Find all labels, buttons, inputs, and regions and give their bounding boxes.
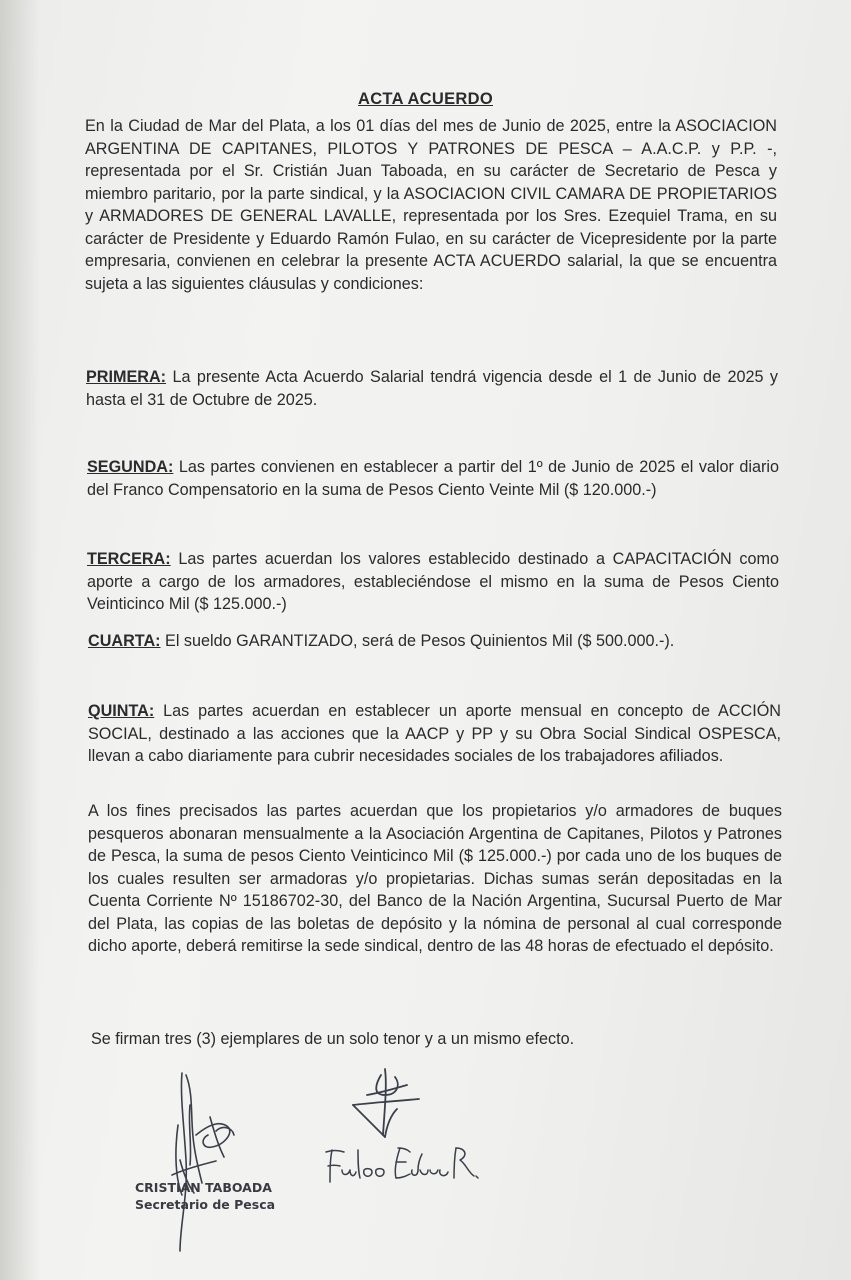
- signature-middle: [345, 1065, 435, 1140]
- page-shadow: [0, 0, 40, 1280]
- clause-primera: [86, 366, 778, 411]
- intro-paragraph: En la Ciudad de Mar del Plata, a los 01 días del mes de Junio de 2025, entre la ASOCIACION ARGENTINA DE CAPITANES, PILOTOS Y PATRONES DE PESCA – A.A.C.P. y P.P. -, representada por el Sr. Cristián Juan Taboada, en su carácter de Secretario de Pesca y miembro paritario, por la parte sindical, y la ASOCIACION CIVIL CAMARA DE PROPIETARIOS y ARMADORES DE GENERAL LAVALLE, representada por los Sres. Ezequiel Trama, en su carácter de Presidente y Eduardo Ramón Fulao, en su carácter de Vicepresidente por la parte empresaria, convienen en celebrar la presente ACTA ACUERDO salarial, la que se encuentra sujeta a las siguientes cláusulas y condiciones:: [85, 117, 777, 293]
- signer-left-role: Secretario de Pesca: [135, 1197, 276, 1212]
- closing-paragraph: Se firman tres (3) ejemplares de un solo tenor y a un mismo efecto.: [91, 1030, 575, 1048]
- clause-text: Las partes acuerdan en establecer un aporte mensual en concepto de ACCIÓN SOCIAL, destinado a las acciones que la AACP y PP y su Obra Social Sindical OSPESCA, llevan a cabo diariamente para cubrir necesidades sociales de los trabajadores afiliados.: [88, 702, 781, 765]
- clause-text: Las partes convienen en establecer a partir del 1º de Junio de 2025 el valor diario del Franco Compensatorio en la suma de Pesos Ciento Veinte Mil ($ 120.000.-): [87, 458, 779, 499]
- clause-label: CUARTA:: [88, 632, 161, 650]
- clause-text: La presente Acta Acuerdo Salarial tendrá vigencia desde el 1 de Junio de 2025 y hasta el 31 de Octubre de 2025.: [86, 368, 778, 409]
- clause-segunda: [87, 456, 779, 501]
- clause-text: Las partes acuerdan los valores establecido destinado a CAPACITACIÓN como aporte a cargo de los armadores, estableciéndose el mismo en la suma de Pesos Ciento Veinticinco Mil ($ 125.000.-): [87, 550, 779, 613]
- clause-cuarta: [88, 630, 780, 653]
- signer-left-name: CRISTIAN TABOADA: [135, 1180, 272, 1195]
- clause-label: SEGUNDA:: [87, 458, 174, 476]
- fines-paragraph: A los fines precisados las partes acuerdan que los propietarios y/o armadores de buques pesqueros abonaran mensualmente a la Asociación Argentina de Capitanes, Pilotos y Patrones de Pesca, la suma de pesos Ciento Veinticinco Mil ($ 125.000.-) por cada uno de los buques de los cuales resulten ser armadoras y/o propietarias. Dichas sumas serán depositadas en la Cuenta Corriente Nº 15186702-30, del Banco de la Nación Argentina, Sucursal Puerto de Mar del Plata, las copias de las boletas de depósito y la nómina de personal al cual corresponde dicho aporte, deberá remitirse la sede sindical, dentro de las 48 horas de efectuado el depósito.: [88, 802, 782, 955]
- signature-left: [150, 1065, 260, 1255]
- signature-right: [318, 1140, 478, 1185]
- document-title: ACTA ACUERDO: [358, 90, 493, 108]
- clause-quinta: [88, 700, 781, 768]
- clause-tercera: [87, 548, 779, 616]
- clause-text: El sueldo GARANTIZADO, será de Pesos Quinientos Mil ($ 500.000.-).: [160, 632, 675, 650]
- clause-label: PRIMERA:: [86, 368, 167, 386]
- clause-label: TERCERA:: [87, 550, 171, 568]
- clause-label: QUINTA:: [88, 702, 155, 720]
